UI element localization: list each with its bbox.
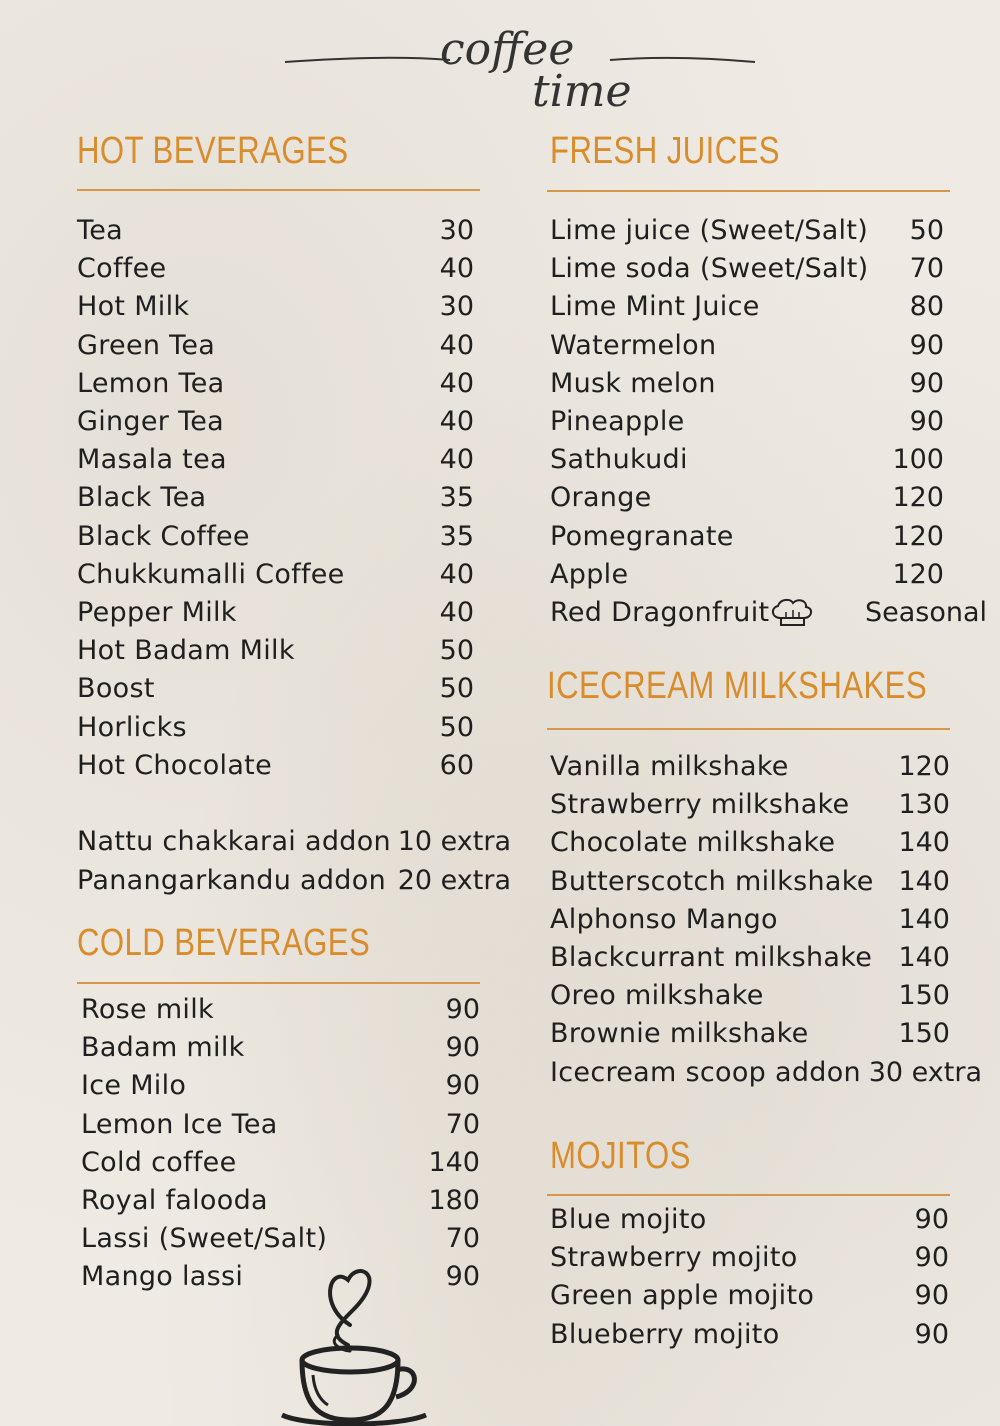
hot-item-price: 40 [439, 367, 474, 399]
chef-hat-icon [768, 596, 816, 628]
cold-item-name: Badam milk [81, 1032, 245, 1064]
shake-item-price: 140 [898, 865, 950, 897]
hot-item-name: Black Tea [77, 482, 207, 514]
hot-item-name: Black Coffee [77, 520, 250, 552]
cold-item-price: 90 [445, 1070, 480, 1102]
addon-item-name: Panangarkandu addon [77, 864, 386, 896]
hot-item-price: 35 [439, 520, 474, 552]
juice-item-price: 120 [892, 558, 944, 590]
hot-item-name: Tea [77, 215, 123, 246]
juice-item-price: 70 [909, 253, 944, 285]
cold-item-name: Cold coffee [81, 1146, 237, 1178]
cold-item-name: Lassi (Sweet/Salt) [81, 1223, 328, 1255]
juice-item-price: 90 [909, 329, 944, 361]
shake-item-name: Chocolate milkshake [550, 827, 836, 859]
section-title-hot: HOT BEVERAGES [77, 130, 349, 172]
shake-item-name: Butterscotch milkshake [550, 865, 874, 897]
section-divider [547, 190, 950, 192]
cold-item-name: Rose milk [81, 994, 214, 1025]
brand-line1: coffee [440, 24, 575, 75]
mojito-item-name: Strawberry mojito [550, 1242, 798, 1274]
juice-item-name: Musk melon [550, 367, 716, 399]
mojito-item-name: Blue mojito [550, 1204, 707, 1235]
addon-item-price: 10 extra [397, 826, 511, 857]
juice-item-price: 120 [892, 482, 944, 514]
mojito-item-price: 90 [914, 1242, 949, 1274]
cold-item-name: Lemon Ice Tea [81, 1108, 278, 1140]
mojito-item-name: Green apple mojito [550, 1280, 815, 1312]
juice-item-price: 90 [909, 406, 944, 437]
hot-item-name: Boost [77, 673, 155, 705]
juice-item-price: 50 [909, 215, 944, 246]
hot-item-price: 40 [439, 558, 474, 590]
hot-item-price: 40 [439, 253, 474, 285]
hot-item-price: 50 [439, 635, 474, 667]
section-divider [77, 982, 480, 984]
cold-item-price: 90 [445, 1261, 480, 1293]
shake-item-name: Brownie milkshake [550, 1018, 809, 1050]
hot-item-name: Chukkumalli Coffee [77, 558, 345, 590]
addon-item-name: Nattu chakkarai addon [77, 826, 391, 857]
hot-item-price: 40 [439, 329, 474, 361]
juice-item-price: 100 [892, 444, 944, 476]
shake-item-price: 130 [898, 789, 950, 821]
shake-item-price: 140 [898, 942, 950, 973]
cold-item-price: 180 [428, 1185, 480, 1216]
hot-item-price: 40 [439, 406, 474, 437]
hot-item-name: Pepper Milk [77, 597, 237, 628]
section-title-cold: COLD BEVERAGES [77, 922, 371, 964]
juice-item-name: Red Dragonfruit [550, 597, 770, 628]
mojito-item-name: Blueberry mojito [550, 1318, 780, 1350]
juice-item-name: Pomegranate [550, 520, 734, 552]
mojito-item-price: 90 [914, 1204, 949, 1235]
hot-item-name: Masala tea [77, 444, 227, 476]
shake-item-name: Icecream scoop addon [550, 1056, 861, 1088]
hot-item-name: Coffee [77, 253, 167, 285]
juice-item-name: Lime Mint Juice [550, 291, 760, 323]
juice-item-price: Seasonal [864, 597, 987, 628]
shake-item-name: Blackcurrant milkshake [550, 942, 873, 973]
juice-item-price: 120 [892, 520, 944, 552]
juice-item-name: Sathukudi [550, 444, 688, 476]
cold-item-price: 70 [445, 1108, 480, 1140]
hot-item-price: 30 [439, 215, 474, 246]
hot-item-price: 40 [439, 444, 474, 476]
juice-item-name: Pineapple [550, 406, 685, 437]
cold-item-price: 90 [445, 1032, 480, 1064]
shake-item-price: 30 extra [868, 1056, 982, 1088]
mojito-item-price: 90 [914, 1318, 949, 1350]
section-divider [547, 728, 950, 730]
hot-item-price: 50 [439, 673, 474, 705]
hot-item-name: Hot Badam Milk [77, 635, 295, 667]
hot-item-name: Hot Chocolate [77, 749, 272, 781]
shake-item-price: 150 [898, 1018, 950, 1050]
hot-item-name: Hot Milk [77, 291, 190, 323]
shake-item-name: Vanilla milkshake [550, 751, 789, 782]
hot-item-name: Lemon Tea [77, 367, 225, 399]
juice-item-name: Apple [550, 558, 629, 590]
section-divider [547, 1194, 950, 1196]
hot-item-name: Horlicks [77, 711, 187, 743]
juice-item-name: Orange [550, 482, 652, 514]
hot-item-price: 40 [439, 597, 474, 628]
shake-item-price: 140 [898, 827, 950, 859]
juice-item-name: Lime soda (Sweet/Salt) [550, 253, 869, 285]
hot-item-name: Green Tea [77, 329, 216, 361]
hot-item-price: 30 [439, 291, 474, 323]
juice-item-name: Lime juice (Sweet/Salt) [550, 215, 869, 246]
cold-item-name: Royal falooda [81, 1185, 268, 1216]
section-title-mojitos: MOJITOS [550, 1135, 691, 1177]
brand-line2: time [532, 66, 632, 117]
mojito-item-price: 90 [914, 1280, 949, 1312]
cold-item-price: 140 [428, 1146, 480, 1178]
hot-item-price: 60 [439, 749, 474, 781]
juice-item-name: Watermelon [550, 329, 717, 361]
cold-item-name: Mango lassi [81, 1261, 244, 1293]
cold-item-price: 70 [445, 1223, 480, 1255]
hot-item-price: 50 [439, 711, 474, 743]
section-title-shakes: ICECREAM MILKSHAKES [547, 665, 928, 707]
hot-item-price: 35 [439, 482, 474, 514]
section-divider [77, 189, 480, 191]
shake-item-price: 140 [898, 903, 950, 935]
shake-item-name: Oreo milkshake [550, 980, 764, 1012]
shake-item-price: 150 [898, 980, 950, 1012]
shake-item-name: Strawberry milkshake [550, 789, 850, 821]
cold-item-price: 90 [445, 994, 480, 1025]
addon-item-price: 20 extra [397, 864, 511, 896]
shake-item-name: Alphonso Mango [550, 903, 778, 935]
cold-item-name: Ice Milo [81, 1070, 187, 1102]
section-title-juices: FRESH JUICES [550, 130, 780, 172]
shake-item-price: 120 [898, 751, 950, 782]
juice-item-price: 80 [909, 291, 944, 323]
juice-item-price: 90 [909, 367, 944, 399]
coffee-cup-icon [278, 1255, 428, 1426]
hot-item-name: Ginger Tea [77, 406, 225, 437]
